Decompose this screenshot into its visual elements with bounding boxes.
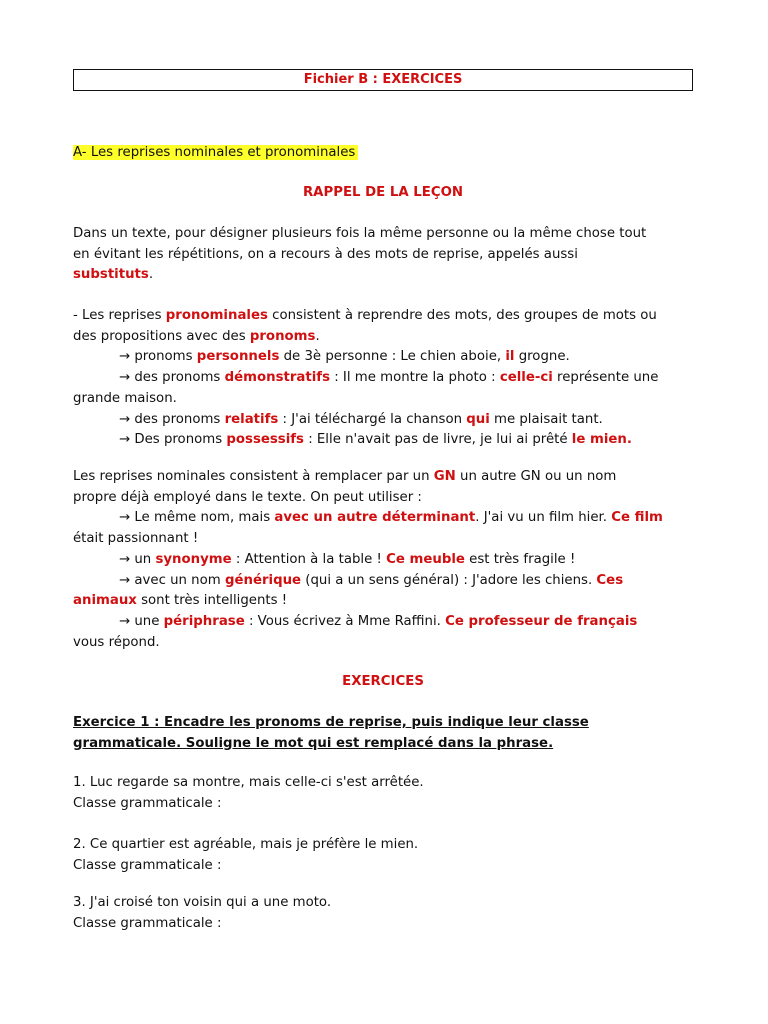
nom-item-periphrase [73, 612, 696, 633]
term-pronoms: pronoms [249, 328, 316, 344]
exercice-1-question-3 [73, 893, 696, 934]
term-celle-ci: celle-ci [499, 370, 553, 386]
classe-grammaticale-label: Classe grammaticale : [73, 915, 222, 931]
intro-line-3 [73, 265, 696, 286]
nominales-paragraph [73, 467, 696, 653]
nom-item-generique-cont [73, 591, 696, 612]
text: sont très intelligents ! [136, 593, 288, 609]
text: → un [119, 551, 156, 567]
document-title: Fichier B : EXERCICES [73, 69, 693, 91]
text: des propositions avec des [73, 328, 250, 344]
intro-period: . [148, 267, 154, 283]
term-gn: GN [433, 469, 456, 484]
exercice-1-instruction-2: grammaticale. Souligne le mot qui est remplacé dans la phrase. [73, 735, 554, 751]
text: → des pronoms [119, 411, 225, 427]
term-demonstratifs: démonstratifs [224, 370, 330, 386]
text: → une [119, 613, 164, 629]
text: : Il me montre la photo : [330, 370, 500, 386]
term-qui: qui [466, 411, 490, 427]
term-ce-professeur: Ce professeur de français [445, 613, 638, 629]
pronominales-paragraph [73, 306, 696, 451]
term-generique: générique [224, 572, 302, 588]
text: → Le même nom, mais [119, 510, 275, 526]
pron-item-relatifs [73, 410, 696, 431]
intro-paragraph [73, 224, 696, 286]
classe-grammaticale-label: Classe grammaticale : [73, 857, 222, 873]
text: : J'ai téléchargé la chanson [278, 411, 467, 427]
text: → pronoms [119, 349, 197, 365]
text: consistent à reprendre des mots, des groupes de mots ou [267, 308, 657, 323]
text: représente une [552, 370, 659, 386]
intro-line-1: Dans un texte, pour désigner plusieurs fois la même personne ou la même chose tout [73, 226, 647, 241]
text: - Les reprises [73, 308, 166, 323]
exercice-1-heading [73, 713, 696, 754]
pron-item-personnels [73, 347, 696, 368]
rappel-title: RAPPEL DE LA LEÇON [302, 185, 464, 200]
text: grogne. [514, 349, 570, 365]
term-autre-determinant: avec un autre déterminant [274, 510, 476, 526]
nom-line-1 [73, 467, 696, 488]
term-possessifs: possessifs [226, 432, 304, 448]
exercices-title: EXERCICES [342, 674, 424, 689]
question-text: 3. J'ai croisé ton voisin qui a une moto. [73, 895, 332, 910]
term-personnels: personnels [196, 349, 280, 365]
text: . [315, 328, 320, 344]
nom-item-meme-nom [73, 508, 696, 529]
classe-grammaticale-label: Classe grammaticale : [73, 795, 222, 811]
term-le-mien: le mien. [571, 432, 632, 448]
term-substituts: substituts [73, 267, 149, 283]
text: . J'ai vu un film hier. [475, 510, 612, 526]
intro-line-2: en évitant les répétitions, on a recours à des mots de reprise, appelés aussi [73, 246, 578, 262]
text: un autre GN ou un nom [455, 469, 617, 484]
text: (qui a un sens général) : J'adore les chiens. [301, 572, 597, 588]
exercice-1-question-2 [73, 835, 696, 876]
nom-item-periphrase-cont: vous répond. [73, 634, 160, 650]
text: de 3è personne : Le chien aboie, [279, 349, 506, 365]
text: → Des pronoms [119, 432, 227, 448]
question-text: 1. Luc regarde sa montre, mais celle-ci s'est arrêtée. [73, 775, 424, 790]
term-synonyme: synonyme [155, 551, 232, 567]
text: Les reprises nominales consistent à remplacer par un [73, 469, 434, 484]
text: est très fragile ! [464, 551, 576, 567]
term-periphrase: périphrase [163, 613, 245, 629]
term-il: il [505, 349, 515, 365]
term-pronominales: pronominales [165, 308, 268, 323]
text: → avec un nom [119, 572, 225, 588]
text: me plaisait tant. [489, 411, 603, 427]
pron-item-demonstratifs [73, 368, 696, 389]
nom-line-2: propre déjà employé dans le texte. On peut utiliser : [73, 489, 422, 505]
text: : Vous écrivez à Mme Raffini. [244, 613, 446, 629]
exercice-1-instruction-1: Exercice 1 : Encadre les pronoms de reprise, puis indique leur classe [73, 715, 589, 730]
nom-item-meme-nom-cont: était passionnant ! [73, 531, 199, 547]
term-ce-meuble: Ce meuble [386, 551, 465, 567]
pron-item-possessifs [73, 430, 696, 451]
section-a-label: A- Les reprises nominales et pronominales [73, 145, 358, 160]
term-ce-film: Ce film [611, 510, 663, 526]
question-text: 2. Ce quartier est agréable, mais je préfère le mien. [73, 837, 419, 852]
term-relatifs: relatifs [224, 411, 279, 427]
text: : Attention à la table ! [231, 551, 387, 567]
section-a-heading [73, 143, 358, 164]
exercice-1-question-1 [73, 773, 696, 814]
text: : Elle n'avait pas de livre, je lui ai prêté [303, 432, 572, 448]
term-ces: Ces [596, 572, 624, 588]
nom-item-synonyme [73, 550, 696, 571]
pron-line-2 [73, 327, 696, 348]
text: → des pronoms [119, 370, 225, 386]
pron-line-1 [73, 306, 696, 327]
term-animaux: animaux [73, 593, 137, 609]
pron-item-demonstratifs-cont: grande maison. [73, 390, 177, 406]
nom-item-generique [73, 571, 696, 592]
